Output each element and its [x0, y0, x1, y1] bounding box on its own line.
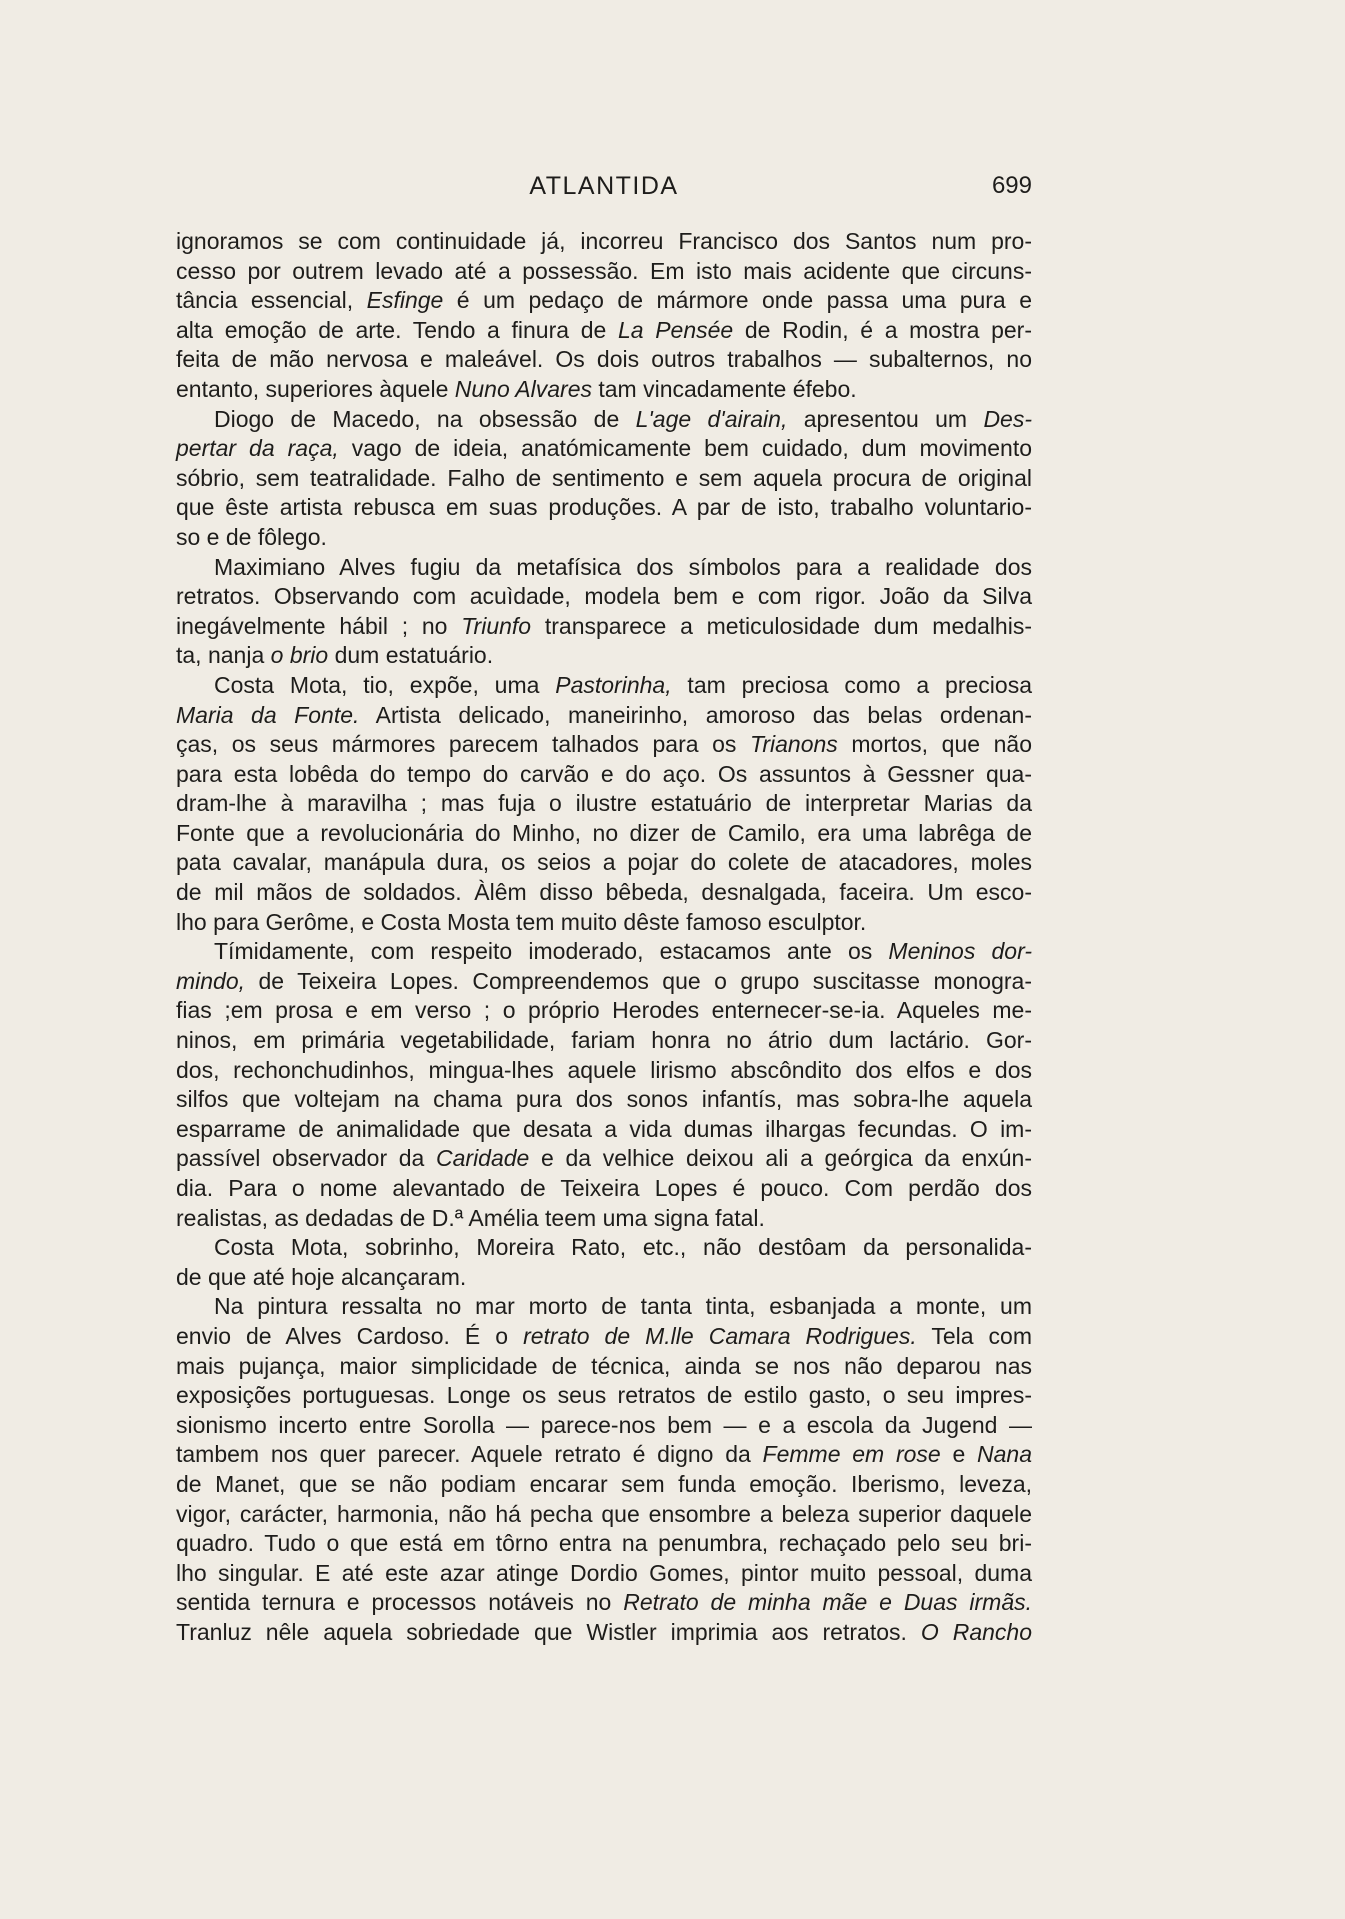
italic-title: L'age d'airain,: [635, 405, 788, 432]
text-run: mais pujança, maior simplicidade de técnica, ainda se nos não deparou nas: [176, 1352, 1032, 1379]
text-run: entanto, superiores àquele: [176, 375, 455, 402]
text-run: de mil mãos de soldados. Àlêm disso bêbeda, desnalgada, faceira. Um esco-: [176, 879, 1032, 906]
text-run: Diogo de Macedo, na obsessão de: [214, 405, 636, 432]
text-line: [176, 878, 1032, 908]
text-line: [176, 1056, 1032, 1086]
text-line: [176, 286, 1032, 316]
text-line: [176, 1292, 1032, 1322]
text-run: fias ;em prosa e em verso ; o próprio Herodes enternecer-se-ia. Aqueles me-: [176, 997, 1032, 1024]
text-run: sóbrio, sem teatralidade. Falho de sentimento e sem aquela procura de original: [176, 464, 1032, 491]
text-run: transparece a meticulosidade dum medalhis-: [531, 612, 1032, 639]
text-line: [176, 1263, 1032, 1293]
italic-title: Maria da Fonte.: [176, 701, 360, 728]
text-run: realistas, as dedadas de D.ª Amélia teem uma signa fatal.: [176, 1204, 765, 1231]
text-line: [176, 582, 1032, 612]
italic-title: Meninos dor-: [888, 938, 1032, 965]
text-run: lho singular. E até este azar atinge Dordio Gomes, pintor muito pessoal, duma: [176, 1559, 1032, 1586]
text-line: [176, 789, 1032, 819]
text-run: sentida ternura e processos notáveis no: [176, 1589, 624, 1616]
italic-title: Trianons: [750, 731, 838, 758]
text-run: Tranluz nêle aquela sobriedade que Wistler imprimia aos retratos.: [176, 1618, 921, 1645]
italic-title: retrato de M.lle Camara Rodrigues.: [523, 1322, 917, 1349]
text-line: [176, 1233, 1032, 1263]
text-run: de Manet, que se não podiam encarar sem funda emoção. Iberismo, leveza,: [176, 1470, 1032, 1497]
paragraph: [176, 553, 1032, 671]
paragraph: [176, 227, 1032, 405]
text-line: [176, 1440, 1032, 1470]
text-run: so e de fôlego.: [176, 523, 327, 550]
text-run: ninos, em primária vegetabilidade, fariam honra no átrio dum lactário. Gor-: [176, 1027, 1032, 1054]
text-line: [176, 641, 1032, 671]
italic-title: Nana: [977, 1441, 1032, 1468]
text-run: dum estatuário.: [328, 642, 494, 669]
text-line: [176, 848, 1032, 878]
text-line: [176, 523, 1032, 553]
text-run: de Rodin, é a mostra per-: [733, 316, 1032, 343]
text-run: dram-lhe à maravilha ; mas fuja o ilustre estatuário de interpretar Marias da: [176, 790, 1032, 817]
text-line: [176, 1026, 1032, 1056]
page-number: 699: [991, 172, 1032, 199]
text-run: pata cavalar, manápula dura, os seios a pojar do colete de atacadores, moles: [176, 849, 1032, 876]
text-run: alta emoção de arte. Tendo a finura de: [176, 316, 618, 343]
text-line: [176, 1529, 1032, 1559]
text-line: [176, 908, 1032, 938]
text-line: [176, 434, 1032, 464]
text-line: [176, 996, 1032, 1026]
text-run: Tímidamente, com respeito imoderado, estacamos ante os: [214, 938, 889, 965]
text-run: de que até hoje alcançaram.: [176, 1263, 467, 1290]
paragraph: [176, 1292, 1032, 1647]
text-line: [176, 1618, 1032, 1648]
text-line: [176, 1322, 1032, 1352]
text-run: tambem nos quer parecer. Aquele retrato é digno da: [176, 1441, 763, 1468]
italic-title: Des-: [983, 405, 1032, 432]
text-line: [176, 375, 1032, 405]
body-text: [176, 227, 1032, 1648]
journal-title: ATLANTIDA: [529, 172, 679, 200]
text-run: de Teixeira Lopes. Compreendemos que o grupo suscitasse monogra-: [245, 967, 1032, 994]
text-run: Artista delicado, maneirinho, amoroso das belas ordenan-: [359, 701, 1032, 728]
text-line: [176, 730, 1032, 760]
italic-title: La Pensée: [617, 316, 734, 343]
text-line: [176, 1559, 1032, 1589]
text-run: sionismo incerto entre Sorolla — parece-nos bem — e a escola da Jugend —: [176, 1411, 1032, 1438]
text-run: Na pintura ressalta no mar morto de tanta tinta, esbanjada a monte, um: [214, 1293, 1032, 1320]
text-run: inegávelmente hábil ; no: [176, 612, 462, 639]
text-run: esparrame de animalidade que desata a vida dumas ilhargas fecundas. O im-: [176, 1115, 1032, 1142]
text-run: Fonte que a revolucionária do Minho, no dizer de Camilo, era uma labrêga de: [176, 819, 1032, 846]
text-run: envio de Alves Cardoso. É o: [176, 1322, 524, 1349]
paragraph: [176, 1233, 1032, 1292]
text-run: Costa Mota, tio, expõe, uma: [214, 671, 556, 698]
text-line: [176, 1470, 1032, 1500]
text-run: e: [940, 1441, 977, 1468]
text-line: [176, 316, 1032, 346]
text-line: [176, 1352, 1032, 1382]
text-line: [176, 701, 1032, 731]
italic-title: Pastorinha,: [555, 671, 672, 698]
text-run: tância essencial,: [176, 287, 367, 314]
text-run: ças, os seus mármores parecem talhados para os: [176, 731, 751, 758]
text-run: dos, rechonchudinhos, mingua-lhes aquele lirismo abscôndito dos elfos e dos: [176, 1056, 1032, 1083]
text-run: tam preciosa como a preciosa: [671, 671, 1032, 698]
text-line: [176, 612, 1032, 642]
italic-title: Nuno Alvares: [454, 375, 592, 402]
text-run: ignoramos se com continuidade já, incorreu Francisco dos Santos num pro-: [176, 228, 1032, 254]
text-run: vago de ideia, anatómicamente bem cuidado, dum movimento: [338, 435, 1032, 462]
text-run: Costa Mota, sobrinho, Moreira Rato, etc., não destôam da personalida-: [214, 1234, 1032, 1261]
text-run: lho para Gerôme, e Costa Mosta tem muito dêste famoso esculptor.: [176, 908, 867, 935]
text-run: ta, nanja: [176, 642, 271, 669]
italic-title: Retrato de minha mãe e Duas irmãs.: [623, 1589, 1033, 1616]
text-line: [176, 1411, 1032, 1441]
text-line: [176, 819, 1032, 849]
text-run: Maximiano Alves fugiu da metafísica dos símbolos para a realidade dos: [214, 553, 1032, 580]
italic-title: Caridade: [436, 1145, 530, 1172]
text-line: [176, 1085, 1032, 1115]
text-run: tam vincadamente éfebo.: [591, 375, 857, 402]
italic-title: Femme em rose: [762, 1441, 941, 1468]
text-line: [176, 553, 1032, 583]
italic-title: Esfinge: [366, 287, 444, 314]
text-line: [176, 671, 1032, 701]
text-line: [176, 967, 1032, 997]
text-run: mortos, que não: [837, 731, 1032, 758]
text-run: que êste artista rebusca em suas produções. A par de isto, trabalho voluntario-: [176, 494, 1032, 521]
text-run: para esta lobêda do tempo do carvão e do aço. Os assuntos à Gessner qua-: [176, 760, 1032, 787]
running-header: [176, 172, 1032, 208]
italic-title: Triunfo: [461, 612, 532, 639]
italic-title: pertar da raça,: [176, 435, 339, 462]
text-run: passível observador da: [176, 1145, 437, 1172]
text-run: Tela com: [916, 1322, 1032, 1349]
text-line: [176, 227, 1032, 257]
text-run: é um pedaço de mármore onde passa uma pura e: [443, 287, 1032, 314]
text-line: [176, 1204, 1032, 1234]
text-line: [176, 1174, 1032, 1204]
text-line: [176, 464, 1032, 494]
text-line: [176, 1144, 1032, 1174]
text-line: [176, 493, 1032, 523]
text-line: [176, 345, 1032, 375]
text-run: cesso por outrem levado até a possessão. Em isto mais acidente que circuns-: [176, 257, 1032, 284]
paragraph: [176, 937, 1032, 1233]
text-line: [176, 1381, 1032, 1411]
text-run: feita de mão nervosa e maleável. Os dois outros trabalhos — subalternos, no: [176, 346, 1032, 373]
text-line: [176, 760, 1032, 790]
text-run: exposições portuguesas. Longe os seus retratos de estilo gasto, o seu impres-: [176, 1382, 1032, 1409]
text-run: dia. Para o nome alevantado de Teixeira Lopes é pouco. Com perdão dos: [176, 1175, 1032, 1201]
text-line: [176, 257, 1032, 287]
italic-title: O Rancho: [920, 1618, 1032, 1645]
text-line: [176, 1115, 1032, 1145]
text-run: retratos. Observando com acuìdade, modela bem e com rigor. João da Silva: [176, 583, 1032, 610]
paragraph: [176, 405, 1032, 553]
italic-title: mindo,: [176, 967, 246, 994]
paragraph: [176, 671, 1032, 937]
italic-title: o brio: [270, 642, 329, 669]
text-run: quadro. Tudo o que está em tôrno entra na penumbra, rechaçado pelo seu bri-: [176, 1530, 1032, 1557]
text-run: apresentou um: [787, 405, 984, 432]
text-run: silfos que voltejam na chama pura dos sonos infantís, mas sobra-lhe aquela: [176, 1086, 1032, 1113]
text-run: e da velhice deixou ali a geórgica da enxún-: [529, 1145, 1032, 1172]
text-run: vigor, carácter, harmonia, não há pecha que ensombre a beleza superior daquele: [176, 1500, 1032, 1527]
text-line: [176, 937, 1032, 967]
text-line: [176, 405, 1032, 435]
text-line: [176, 1588, 1032, 1618]
text-line: [176, 1500, 1032, 1530]
